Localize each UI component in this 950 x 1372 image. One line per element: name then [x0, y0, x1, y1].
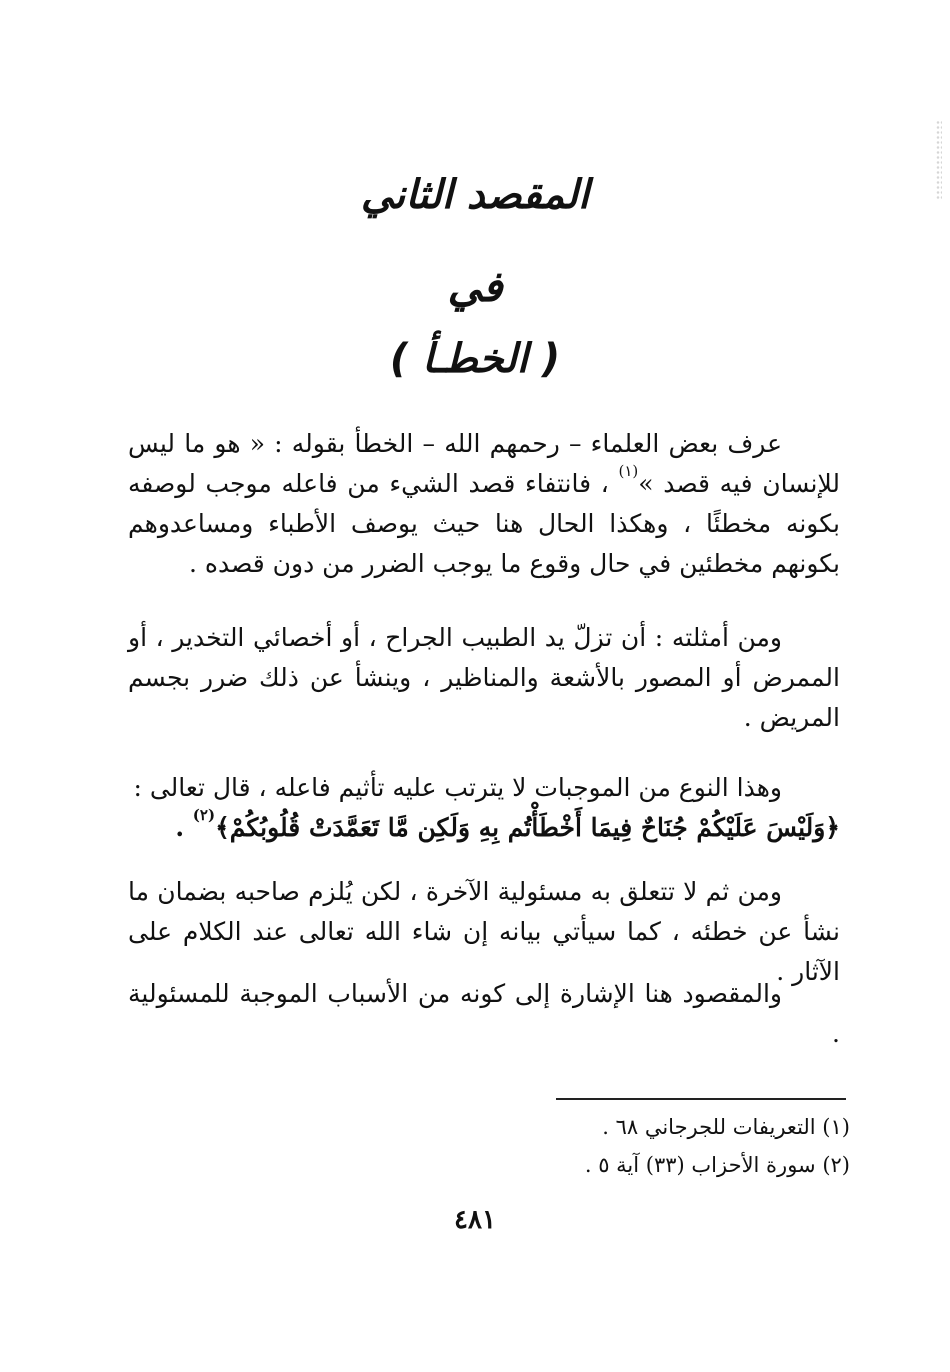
paragraph-examples [128, 618, 840, 738]
page-number: ٤٨١ [454, 1205, 496, 1235]
footnote-ref: (٢) [192, 806, 216, 824]
heading-in: في [447, 262, 503, 311]
paragraph-ruling [128, 768, 840, 848]
verse-text: ﴿وَلَيْسَ عَلَيْكُمْ جُنَاحٌ فِيمَا أَخْطَأْتُم بِهِ وَلَكِن مَّا تَعَمَّدَتْ قُلُوبُكُمْ﴾ [215, 813, 840, 842]
paragraph-text: والمقصود هنا الإشارة إلى كونه من الأسباب الموجبة للمسئولية . [128, 979, 840, 1048]
footnote-ref: (١) [618, 462, 639, 480]
paragraph-text: عرف بعض العلماء – رحمهم الله – الخطأ بقوله : « هو ما ليس للإنسان فيه قصد » [128, 429, 840, 498]
paragraph-text: ومن أمثلته : أن تزلّ يد الطبيب الجراح ، أو أخصائي التخدير ، أو الممرض أو المصور بالأشعة والمناظير ، وينشأ عن ذلك ضرر بجسم المريض . [128, 623, 840, 732]
quran-verse [128, 808, 840, 848]
footnote-2: (٢) سورة الأحزاب (٣٣) آية ٥ . [584, 1153, 850, 1177]
paragraph-purpose [128, 974, 840, 1054]
footnote-1: (١) التعريفات للجرجاني ٦٨ . [602, 1115, 850, 1139]
paragraph-text: وهذا النوع من الموجبات لا يترتب عليه تأثيم فاعله ، قال تعالى : [133, 773, 782, 802]
paragraph-definition [128, 424, 840, 584]
paragraph-text: ، فانتفاء قصد الشيء من فاعله موجب لوصفه بكونه مخطئًا ، وهكذا الحال هنا حيث يوصف الأطباء ومساعدوهم بكونهم مخطئين في حال وقوع ما يوجب الضرر من دون قصده . [128, 469, 840, 578]
section-heading: المقصد الثاني [360, 172, 590, 218]
topic-heading: ( الخطـأ ) [389, 336, 561, 382]
footnote-divider [556, 1098, 846, 1100]
verse-end: . [175, 813, 193, 842]
paragraph-text: ومن ثم لا تتعلق به مسئولية الآخرة ، لكن يُلزم صاحبه بضمان ما نشأ عن خطئه ، كما سيأتي بيانه إن شاء الله تعالى عند الكلام على الآثار . [128, 877, 840, 986]
